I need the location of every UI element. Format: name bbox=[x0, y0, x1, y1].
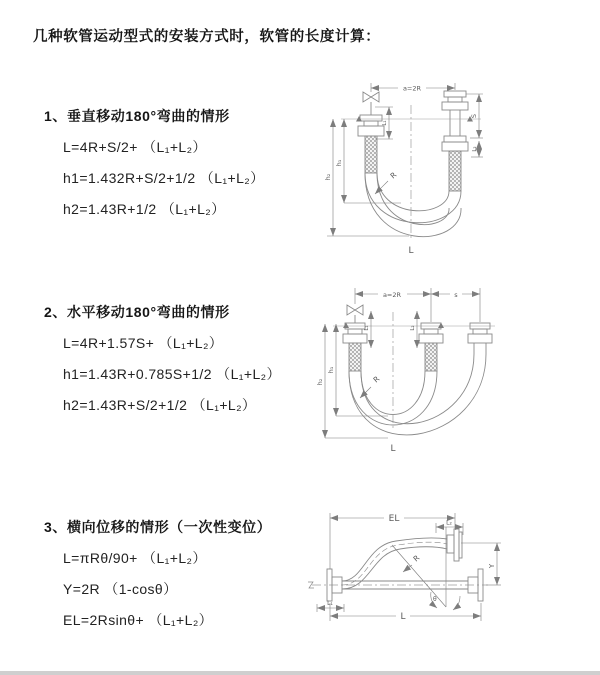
dim-label-y: Y bbox=[488, 563, 496, 569]
braid-middle bbox=[425, 343, 437, 371]
hose-drawing bbox=[343, 305, 492, 435]
formula-y: Y=2R （1-cosθ） bbox=[63, 581, 178, 597]
hose-drawing bbox=[308, 529, 488, 601]
valve-icon bbox=[347, 305, 363, 315]
formula-h2: h2=1.43R+1/2 （L₁+L₂） bbox=[63, 201, 226, 217]
dim-label-h1: h₁ bbox=[335, 159, 343, 167]
dim-label-s: s bbox=[454, 291, 458, 299]
section-2 bbox=[44, 302, 281, 421]
braid-right bbox=[449, 151, 461, 191]
braid-left bbox=[365, 136, 377, 173]
diagram-horizontal-180 bbox=[313, 280, 598, 460]
diagram-horizontal-180-svg bbox=[313, 280, 598, 455]
dimension-labels bbox=[327, 514, 496, 622]
section-3-heading: 3、横向位移的情形（一次性变位） bbox=[44, 519, 272, 535]
diagram-vertical-180-svg bbox=[313, 75, 598, 255]
formula-l: L=4R+1.57S+ （L₁+L₂） bbox=[63, 335, 224, 351]
dim-label-s: S bbox=[470, 113, 478, 119]
formula-l: L=πRθ/90+ （L₁+L₂） bbox=[63, 550, 207, 566]
dim-label-l2: L₂ bbox=[410, 325, 416, 331]
dim-label-h1: h₁ bbox=[327, 366, 335, 374]
page-title: 几种软管运动型式的安装方式时，软管的长度计算： bbox=[33, 29, 381, 45]
dim-label-el: EL bbox=[388, 514, 400, 524]
valve-icon bbox=[363, 92, 379, 102]
dim-label-l1: L₁ bbox=[327, 600, 333, 607]
length-label: L bbox=[400, 612, 406, 622]
radius-label: R bbox=[388, 170, 399, 181]
section-2-heading: 2、水平移动180°弯曲的情形 bbox=[44, 304, 230, 320]
dim-label-l2: L₂ bbox=[446, 519, 452, 527]
section-1-heading: 1、垂直移动180°弯曲的情形 bbox=[44, 108, 230, 124]
formula-h1: h1=1.432R+S/2+1/2 （L₁+L₂） bbox=[63, 170, 265, 186]
braid-left bbox=[349, 343, 361, 371]
length-label: L bbox=[408, 246, 414, 255]
dim-label-span: a=2R bbox=[402, 84, 422, 93]
dim-label-l1: L₁ bbox=[382, 120, 388, 126]
dimensions bbox=[317, 512, 501, 621]
page-bottom-edge bbox=[0, 671, 600, 675]
diagram-lateral-svg bbox=[300, 505, 600, 645]
dim-label-l2: L₂ bbox=[472, 146, 478, 152]
formula-h2: h2=1.43R+S/2+1/2 （L₁+L₂） bbox=[63, 397, 257, 413]
hose-drawing bbox=[358, 91, 468, 241]
angle-label: θ bbox=[433, 596, 437, 603]
dim-label-h2: h₂ bbox=[316, 378, 324, 386]
dim-label-l1: L₁ bbox=[364, 325, 370, 331]
formula-el: EL=2Rsinθ+ （L₁+L₂） bbox=[63, 612, 214, 628]
radius-label: R bbox=[411, 553, 422, 564]
dim-label-h2: h₂ bbox=[324, 173, 332, 181]
length-label: L bbox=[390, 444, 396, 454]
radius-label: R bbox=[371, 374, 382, 385]
dim-label-span: a=2R bbox=[382, 291, 402, 299]
formula-h1: h1=1.43R+0.785S+1/2 （L₁+L₂） bbox=[63, 366, 281, 382]
section-3 bbox=[44, 517, 271, 636]
diagram-vertical-180 bbox=[313, 75, 598, 260]
diagram-lateral-displacement bbox=[300, 505, 600, 650]
section-1 bbox=[44, 106, 265, 225]
formula-l: L=4R+S/2+ （L₁+L₂） bbox=[63, 139, 207, 155]
